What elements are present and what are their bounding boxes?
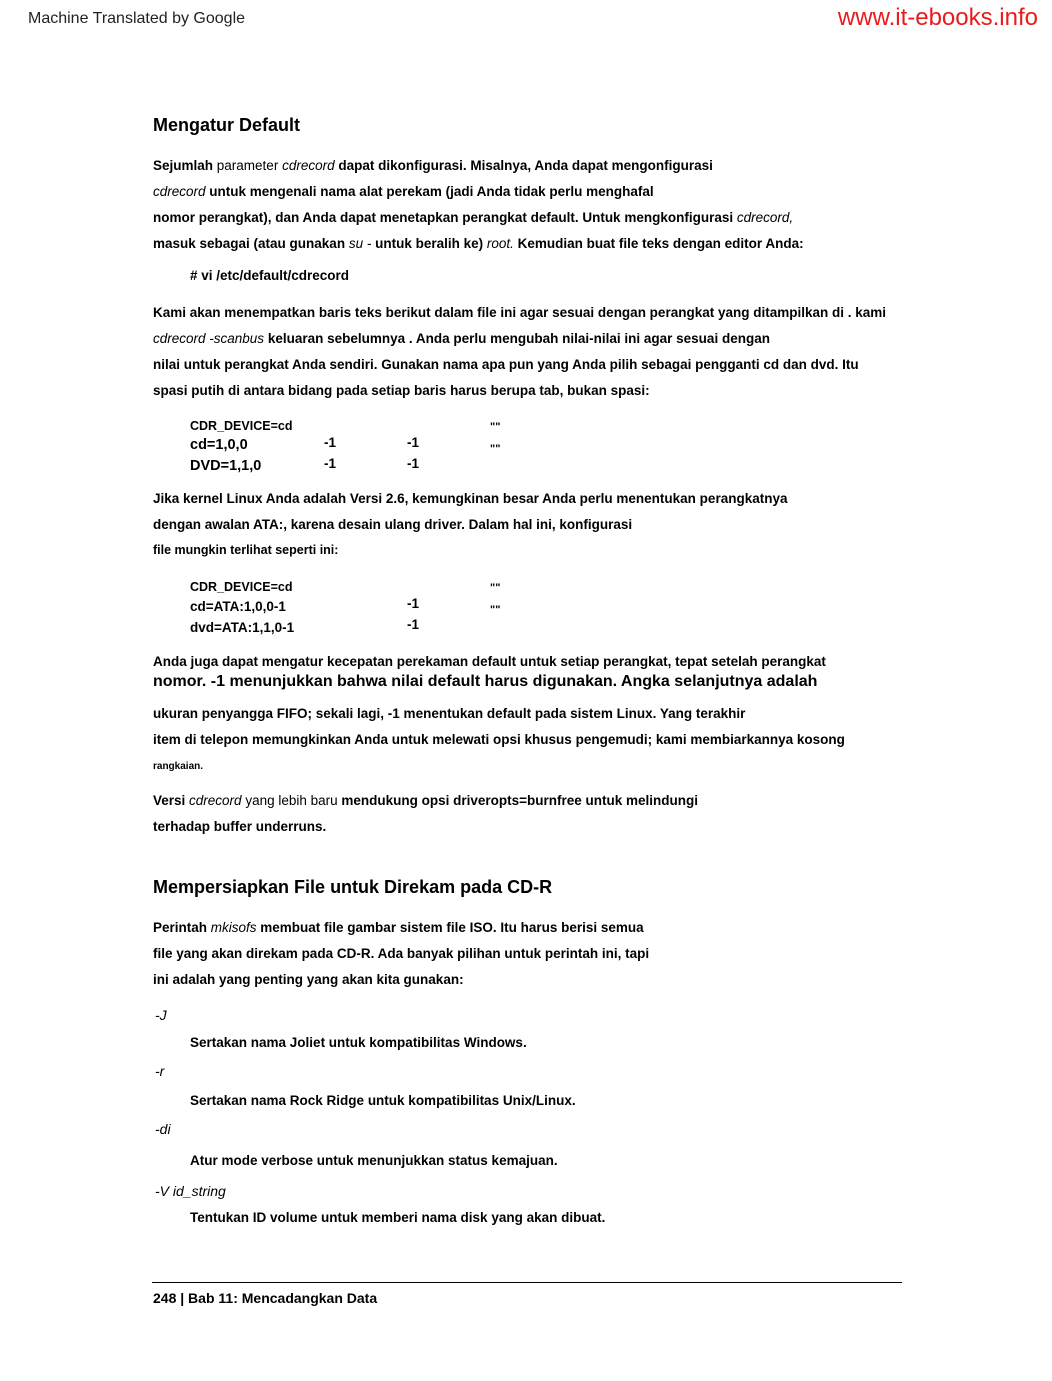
config-cell: -1 [324, 435, 337, 450]
paragraph-line: cdrecord -scanbus keluaran sebelumnya . Anda perlu mengubah nilai-nilai ini agar sesuai dengan [153, 331, 770, 346]
config-cell: "" [490, 604, 501, 616]
config-cell: -1 [407, 456, 420, 471]
config-cell: "" [490, 443, 501, 455]
paragraph-line: spasi putih di antara bidang pada setiap baris harus berupa tab, bukan spasi: [153, 383, 650, 398]
config-cell: -1 [407, 596, 420, 611]
paragraph-line: Jika kernel Linux Anda adalah Versi 2.6, kemungkinan besar Anda perlu menentukan perangkatnya [153, 491, 788, 506]
page-footer: 248 | Bab 11: Mencadangkan Data [153, 1290, 378, 1306]
config-cell: CDR_DEVICE=cd [190, 580, 293, 594]
paragraph-line: cdrecord untuk mengenali nama alat perekam (jadi Anda tidak perlu menghafal [153, 184, 654, 199]
option-flag: -r [155, 1063, 165, 1079]
config-cell: "" [490, 582, 501, 594]
paragraph-line: Kami akan menempatkan baris teks berikut dalam file ini agar sesuai dengan perangkat yang ditampilkan di . kami [153, 305, 887, 320]
paragraph-line: masuk sebagai (atau gunakan su - untuk beralih ke) root. Kemudian buat file teks dengan editor Anda: [153, 236, 804, 251]
command-line: # vi /etc/default/cdrecord [190, 268, 350, 283]
paragraph-line: item di telepon memungkinkan Anda untuk melewati opsi khusus pengemudi; kami membiarkannya kosong [153, 732, 845, 747]
config-cell: -1 [324, 456, 337, 471]
paragraph-line: Perintah mkisofs membuat file gambar sistem file ISO. Itu harus berisi semua [153, 920, 644, 935]
config-cell: dvd=ATA:1,1,0-1 [190, 620, 295, 635]
config-cell: DVD=1,1,0 [190, 458, 262, 474]
option-description: Sertakan nama Rock Ridge untuk kompatibilitas Unix/Linux. [190, 1093, 576, 1108]
option-description: Sertakan nama Joliet untuk kompatibilitas Windows. [190, 1035, 527, 1050]
paragraph-line: terhadap buffer underruns. [153, 819, 327, 834]
config-cell: CDR_DEVICE=cd [190, 419, 293, 433]
config-cell: "" [490, 421, 501, 433]
paragraph-line: rangkaian. [153, 761, 204, 772]
option-description: Atur mode verbose untuk menunjukkan status kemajuan. [190, 1153, 558, 1168]
config-cell: cd=1,0,0 [190, 437, 248, 453]
paragraph-line: ini adalah yang penting yang akan kita gunakan: [153, 972, 464, 987]
paragraph-line: file mungkin terlihat seperti ini: [153, 543, 339, 557]
paragraph-line: Anda juga dapat mengatur kecepatan perekaman default untuk setiap perangkat, tepat setelah perangkat [153, 654, 826, 669]
paragraph-line: nomor. -1 menunjukkan bahwa nilai default harus digunakan. Angka selanjutnya adalah [153, 673, 818, 690]
paragraph-line: Versi cdrecord yang lebih baru mendukung opsi driveropts=burnfree untuk melindungi [153, 793, 699, 808]
section-title-prepare-files: Mempersiapkan File untuk Direkam pada CD-R [153, 877, 553, 897]
option-flag: -J [155, 1007, 167, 1023]
paragraph-line: Sejumlah parameter cdrecord dapat dikonfigurasi. Misalnya, Anda dapat mengonfigurasi [153, 158, 713, 173]
machine-translated-label: Machine Translated by Google [28, 10, 246, 27]
config-cell: -1 [407, 435, 420, 450]
config-cell: cd=ATA:1,0,0-1 [190, 599, 286, 614]
option-flag: -di [155, 1121, 171, 1137]
paragraph-line: ukuran penyangga FIFO; sekali lagi, -1 menentukan default pada sistem Linux. Yang terakhir [153, 706, 746, 721]
section-title-defaults: Mengatur Default [153, 115, 301, 135]
paragraph-line: file yang akan direkam pada CD-R. Ada banyak pilihan untuk perintah ini, tapi [153, 946, 650, 961]
site-link[interactable]: www.it-ebooks.info [837, 4, 1038, 31]
footer-rule [152, 1282, 902, 1283]
option-flag: -V id_string [155, 1183, 226, 1199]
config-cell: -1 [407, 617, 420, 632]
paragraph-line: nilai untuk perangkat Anda sendiri. Gunakan nama apa pun yang Anda pilih sebagai pengganti cd dan dvd. Itu [153, 357, 859, 372]
option-description: Tentukan ID volume untuk memberi nama disk yang akan dibuat. [190, 1210, 606, 1225]
paragraph-line: nomor perangkat), dan Anda dapat menetapkan perangkat default. Untuk mengkonfigurasi cdrecord, [153, 210, 794, 225]
paragraph-line: dengan awalan ATA:, karena desain ulang driver. Dalam hal ini, konfigurasi [153, 517, 633, 532]
